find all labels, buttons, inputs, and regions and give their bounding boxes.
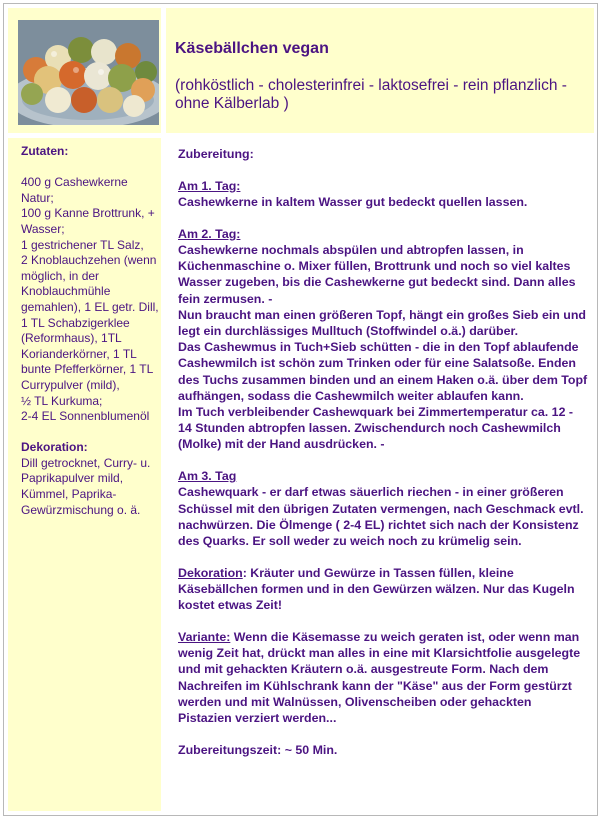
preparation-heading: Zubereitung: <box>178 147 254 161</box>
day2-paragraph: Cashewkerne nochmals abspülen und abtropfen lassen, in Küchenmaschine o. Mixer füllen, Brottrunk und noch so viel kaltes Wasser zugeben, bis die Cashewkerne gut bedeckt sind. Dann alles fein zermusen. - <box>178 243 576 306</box>
day2-label: Am 2. Tag: <box>178 226 241 241</box>
day3-text: Cashewquark - er darf etwas säuerlich riechen - in einer größeren Schüssel mit den übrigen Zutaten vermengen, nach Geschmack evtl. nachwürzen. Die Ölmenge ( 2-4 EL) richtet sich nach der Konsistenz des Quarks. Er soll weder zu weich noch zu krümelig sein. <box>178 485 584 549</box>
recipe-frame <box>3 3 598 816</box>
day3-label: Am 3. Tag <box>178 469 237 484</box>
cheese-balls-photo <box>18 20 159 125</box>
ingredient-line: 400 g Cashewkerne Natur; <box>21 175 128 205</box>
decoration-step-text: : Kräuter und Gewürze in Tassen füllen, kleine Käsebällchen formen und in den Gewürzen wälzen. Nur das Kugeln kostet etwas Zeit! <box>178 565 575 613</box>
page-subtitle: (rohköstlich - cholesterinfrei - laktosefrei - rein pflanzlich - ohne Kälberlab ) <box>175 77 567 112</box>
preparation-text <box>178 146 588 758</box>
ingredient-line: 100 g Kanne Brottrunk, + Wasser; <box>21 206 155 236</box>
ingredient-line: 2 Knoblauchzehen (wenn möglich, in der Knoblauchmühle gemahlen), 1 EL getr. Dill, 1 TL Schabzigerklee (Reformhaus), 1TL Korianderkörner, 1 TL bunte Pfefferkörner, 1 TL Currypulver (mild), <box>21 253 159 392</box>
decoration-heading: Dekoration: <box>21 440 88 455</box>
title-cell <box>166 8 594 133</box>
day2-paragraph: Das Cashewmus in Tuch+Sieb schütten - die in den Topf ablaufende Cashewmilch ist schön zum Trinken oder für eine Salatsoße. Enden des Tuchs zusammen binden und an einem Haken o.ä. über dem Topf aufhängen, sodass die Cashewmilch weiter ablaufen kann. <box>178 340 588 403</box>
variant-label: Variante: <box>178 630 231 645</box>
variant-text: Wenn die Käsemasse zu weich geraten ist, oder wenn man wenig Zeit hat, drückt man alles in eine mit Klarsichtfolie ausgelegte und mit gehackten Kräutern o.ä. ausgestreute Form. Nach dem Nachreifen im Kühlschrank kann der "Käse" aus der Form gestürzt werden und mit Walnüssen, Olivenscheiben oder gehackten Pistazien verziert werden... <box>178 630 581 726</box>
day1-text: Cashewkerne in kaltem Wasser gut bedeckt quellen lassen. <box>178 195 528 209</box>
ingredients-heading: Zutaten: <box>21 144 69 158</box>
preparation-panel <box>166 138 594 811</box>
decoration-step-label: Dekoration <box>178 565 243 580</box>
day2-paragraph: Im Tuch verbleibender Cashewquark bei Zimmertemperatur ca. 12 - 14 Stunden abtropfen lassen. Zwischendurch noch Cashewmilch (Molke) mit der Hand ausdrücken. - <box>178 405 574 452</box>
cheese-balls-image <box>18 20 159 125</box>
ingredients-text <box>21 144 161 518</box>
preparation-time: Zubereitungszeit: ~ 50 Min. <box>178 742 338 757</box>
decoration-text: Dill getrocknet, Curry- u. Paprikapulver mild, Kümmel, Paprika-Gewürzmischung o. ä. <box>21 455 151 517</box>
day1-label: Am 1. Tag: <box>178 178 241 193</box>
ingredient-line: 2-4 EL Sonnenblumenöl <box>21 409 150 424</box>
page-title: Käsebällchen vegan <box>175 40 329 57</box>
day2-paragraph: Nun braucht man einen größeren Topf, hängt ein großes Sieb ein und legt ein durchlässiges Mulltuch (Stoffwindel o.ä.) darüber. <box>178 307 586 339</box>
ingredient-line: ½ TL Kurkuma; <box>21 393 103 408</box>
ingredients-sidebar <box>8 138 161 811</box>
ingredient-line: 1 gestrichener TL Salz, <box>21 237 144 252</box>
photo-cell <box>8 8 161 133</box>
